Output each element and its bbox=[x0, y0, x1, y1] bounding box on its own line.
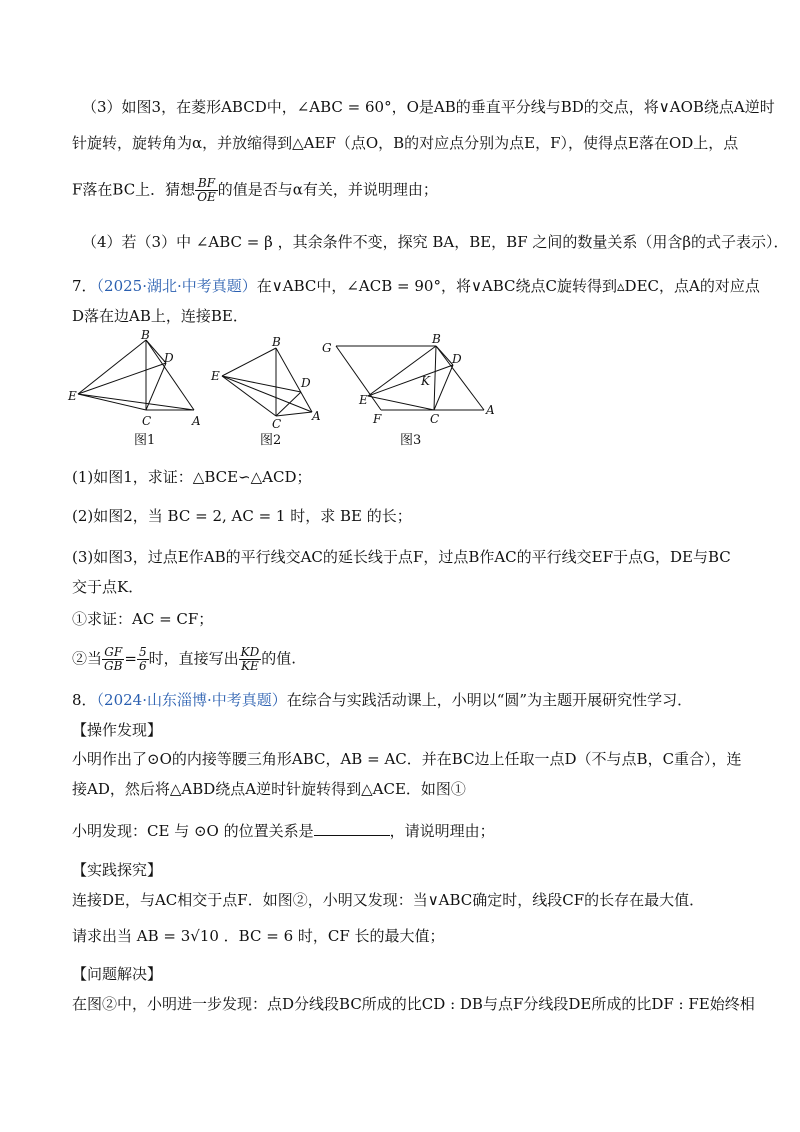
fig3-label-e: E bbox=[359, 393, 368, 407]
fig1-label-e: E bbox=[68, 389, 77, 403]
fraction-denominator: OE bbox=[197, 190, 216, 204]
fig3-label-f: F bbox=[373, 412, 382, 426]
fraction-denominator: KE bbox=[241, 659, 259, 673]
fraction-denominator: GB bbox=[104, 659, 123, 673]
fig2-label-e: E bbox=[211, 369, 220, 383]
fig1-label-b: B bbox=[141, 328, 150, 342]
problem-8-line-c bbox=[72, 821, 495, 841]
p8-c-post: ，请说明理由； bbox=[389, 822, 495, 840]
problem-8-number: 8． bbox=[72, 691, 97, 709]
q3-line-3 bbox=[72, 177, 438, 204]
q3-line-3-pre: F落在BC上．猜想 bbox=[72, 180, 196, 199]
problem-7-number: 7． bbox=[72, 277, 97, 295]
fraction-numerator: BF bbox=[195, 177, 218, 191]
fig2-label-c: C bbox=[272, 417, 282, 431]
problem-7-part-3: (3)如图3，过点E作AB的平行线交AC的延长线于点F，过点B作AC的平行线交EF于点G，DE与BC bbox=[72, 548, 731, 566]
problem-7-header bbox=[72, 276, 760, 296]
q3-line-1: （3）如图3，在菱形ABCD中，∠ABC = 60°，O是AB的垂直平分线与BD的交点，将∨AOB绕点A逆时 bbox=[82, 98, 775, 116]
figure-2 bbox=[222, 348, 312, 416]
fraction-gf-gb bbox=[102, 646, 124, 673]
fraction-numerator: 5 bbox=[139, 645, 147, 659]
fig1-label-c: C bbox=[142, 414, 152, 428]
fig2-label-b: B bbox=[272, 335, 281, 349]
figure-1 bbox=[78, 340, 194, 410]
fraction-numerator: GF bbox=[102, 646, 124, 660]
fraction-5-6 bbox=[137, 646, 149, 673]
q3-line-2: 针旋转，旋转角为α，并放缩得到△AEF（点O，B的对应点分别为点E，F），使得点E落在OD上，点 bbox=[72, 134, 739, 152]
fraction-bf-oe bbox=[195, 177, 218, 204]
q3-line-3-post: 的值是否与α有关，并说明理由； bbox=[217, 180, 438, 199]
fig3-label-g: G bbox=[322, 341, 332, 355]
problem-7-source: （2025·湖北·中考真题） bbox=[96, 277, 257, 295]
caption-figure-2: 图2 bbox=[260, 433, 282, 448]
fig3-label-k: K bbox=[421, 374, 430, 388]
problem-8-line-d: 连接DE，与AC相交于点F．如图②，小明又发现：当∨ABC确定时，线段CF的长存在最大值． bbox=[72, 891, 705, 909]
p7-3d-pre: ②当 bbox=[72, 649, 103, 668]
problem-7-line-2: D落在边AB上，连接BE． bbox=[72, 307, 248, 325]
fraction-denominator: 6 bbox=[139, 659, 147, 673]
q4-line: （4）若（3）中 ∠ABC = β ，其余条件不变，探究 BA，BE，BF 之间的数量关系（用含β的式子表示）． bbox=[82, 233, 789, 251]
problem-8-line-e: 请求出当 AB = 3√10 ．BC = 6 时，CF 长的最大值； bbox=[72, 927, 445, 945]
problem-8-line-f: 在图②中，小明进一步发现：点D分线段BC所成的比CD : DB与点F分线段DE所成的比DF : FE始终相 bbox=[72, 995, 755, 1013]
problem-8-source: （2024·山东淄博·中考真题） bbox=[96, 691, 287, 709]
problem-8-line-b: 接AD，然后将△ABD绕点A逆时针旋转得到△ACE．如图① bbox=[72, 780, 466, 798]
problem-7-text: 在∨ABC中，∠ACB = 90°，将∨ABC绕点C旋转得到▵DEC，点A的对应点 bbox=[256, 277, 760, 295]
p7-3d-mid: 时，直接写出 bbox=[148, 649, 239, 668]
fig2-label-a: A bbox=[312, 409, 321, 423]
section-heading-operation: 【操作发现】 bbox=[72, 721, 163, 739]
fig1-label-d: D bbox=[164, 351, 174, 365]
p8-c-pre: 小明发现：CE 与 ⊙O 的位置关系是 bbox=[72, 822, 314, 840]
problem-7-part-3-1: ①求证：AC = CF； bbox=[72, 610, 214, 628]
fraction-numerator: KD bbox=[240, 645, 260, 659]
problem-7-part-3-2 bbox=[72, 646, 296, 673]
problem-7-part-1: (1)如图1，求证：△BCE∽△ACD； bbox=[72, 468, 312, 486]
p7-3d-post: 的值. bbox=[261, 649, 297, 668]
fig3-label-c: C bbox=[430, 412, 440, 426]
fig3-label-b: B bbox=[432, 332, 441, 346]
figure-captions bbox=[134, 433, 421, 448]
geometry-figures bbox=[66, 328, 506, 448]
problem-8-header bbox=[72, 690, 692, 710]
problem-7-part-3-line-2: 交于点K． bbox=[72, 578, 144, 596]
caption-figure-3: 图3 bbox=[400, 433, 422, 448]
fig2-label-d: D bbox=[301, 376, 311, 390]
p7-3d-eq: = bbox=[124, 649, 137, 668]
fraction-kd-ke bbox=[239, 646, 262, 673]
answer-blank bbox=[314, 821, 390, 836]
fig3-label-d: D bbox=[452, 352, 462, 366]
fig1-label-a: A bbox=[192, 414, 201, 428]
problem-7-part-2: (2)如图2，当 BC = 2, AC = 1 时，求 BE 的长； bbox=[72, 507, 412, 525]
problem-8-line-a: 小明作出了⊙O的内接等腰三角形ABC，AB = AC．并在BC边上任取一点D（不与点B，C重合），连 bbox=[72, 750, 742, 768]
section-heading-practice: 【实践探究】 bbox=[72, 861, 163, 879]
section-heading-solve: 【问题解决】 bbox=[72, 965, 163, 983]
caption-figure-1: 图1 bbox=[134, 433, 156, 448]
fig3-label-a: A bbox=[486, 403, 495, 417]
problem-8-text: 在综合与实践活动课上，小明以“圆”为主题开展研究性学习． bbox=[286, 691, 693, 709]
